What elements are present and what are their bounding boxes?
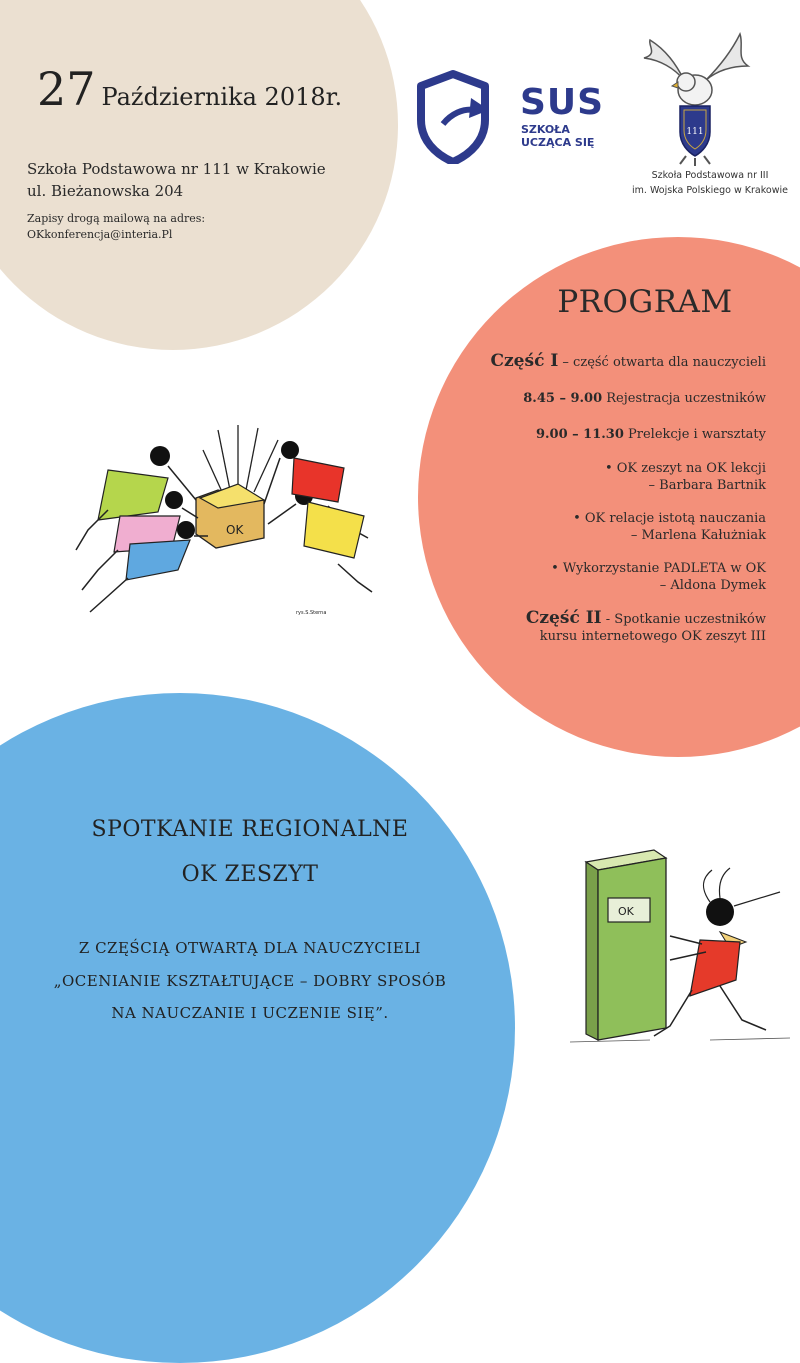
event-day: 27 — [37, 62, 96, 116]
item-1-speaker: – Barbara Bartnik — [648, 478, 766, 493]
eagle-emblem-icon — [640, 28, 752, 168]
illustration-credit: rys.S.Sterna — [296, 610, 327, 616]
program-item-3 — [551, 560, 766, 594]
program-item-1 — [605, 460, 766, 494]
registration-text: Rejestracja uczestników — [602, 391, 766, 406]
headline-line-2: OK ZESZYT — [181, 862, 319, 887]
program-part-2 — [526, 610, 766, 645]
part-2-line-2: kursu internetowego OK zeszyt III — [539, 629, 766, 644]
program-item-2 — [573, 510, 766, 544]
part-2-label: Część II — [525, 608, 602, 628]
item-3-speaker: – Aldona Dymek — [659, 578, 766, 593]
emblem-text: 111 — [686, 127, 704, 137]
sus-subtitle-line-2: UCZĄCA SIĘ — [521, 136, 595, 149]
subheadline-line-2: „OCENIANIE KSZTAŁTUJĄCE – DOBRY SPOSÓB — [53, 972, 447, 990]
signup-email: OKkonferencja@interia.Pl — [27, 228, 173, 241]
subheadline-line-1: Z CZĘŚCIĄ OTWARTĄ DLA NAUCZYCIELI — [78, 939, 422, 957]
part-1-label: Część I — [490, 351, 559, 371]
box-label: OK — [226, 523, 244, 537]
part-2-text: - Spotkanie uczestników — [601, 612, 766, 627]
item-3-title: • Wykorzystanie PADLETA w OK — [551, 561, 766, 576]
signup-info — [27, 211, 205, 243]
program-part-1 — [491, 353, 767, 371]
school-caption — [630, 168, 790, 198]
headline-line-1: SPOTKANIE REGIONALNE — [91, 817, 409, 842]
event-month-year: Października 2018r. — [101, 83, 343, 111]
item-2-title: • OK relacje istotą nauczania — [573, 511, 766, 526]
item-1-title: • OK zeszyt na OK lekcji — [604, 461, 766, 476]
lectures-text: Prelekcje i warsztaty — [623, 427, 766, 442]
sus-subtitle-line-1: SZKOŁA — [521, 123, 570, 136]
flying-figures-illustration — [68, 420, 388, 620]
sus-title: SUS — [520, 82, 605, 123]
sus-subtitle — [521, 123, 594, 149]
lectures-time: 9.00 – 11.30 — [535, 427, 624, 442]
event-address — [27, 158, 326, 202]
subheadline-line-3: NA NAUCZANIE I UCZENIE SIĘ”. — [111, 1004, 389, 1022]
part-2-line-1 — [526, 610, 766, 628]
address-line-1: Szkoła Podstawowa nr 111 w Krakowie — [27, 160, 326, 178]
book-pusher-illustration — [570, 840, 790, 1050]
signup-label: Zapisy drogą mailową na adres: — [27, 212, 206, 225]
registration-time: 8.45 – 9.00 — [523, 391, 603, 406]
item-2-speaker: – Marlena Kałużniak — [630, 528, 766, 543]
program-registration — [523, 390, 766, 407]
part-1-text: – część otwarta dla nauczycieli — [558, 355, 766, 370]
program-lectures — [536, 426, 766, 443]
school-caption-line-2: im. Wojska Polskiego w Krakowie — [632, 185, 788, 196]
school-caption-line-1: Szkoła Podstawowa nr III — [651, 170, 769, 181]
program-title: PROGRAM — [557, 284, 733, 320]
address-line-2: ul. Bieżanowska 204 — [27, 182, 184, 200]
event-date — [37, 62, 342, 116]
book-label: OK — [618, 905, 634, 918]
blue-circle — [0, 693, 515, 1363]
